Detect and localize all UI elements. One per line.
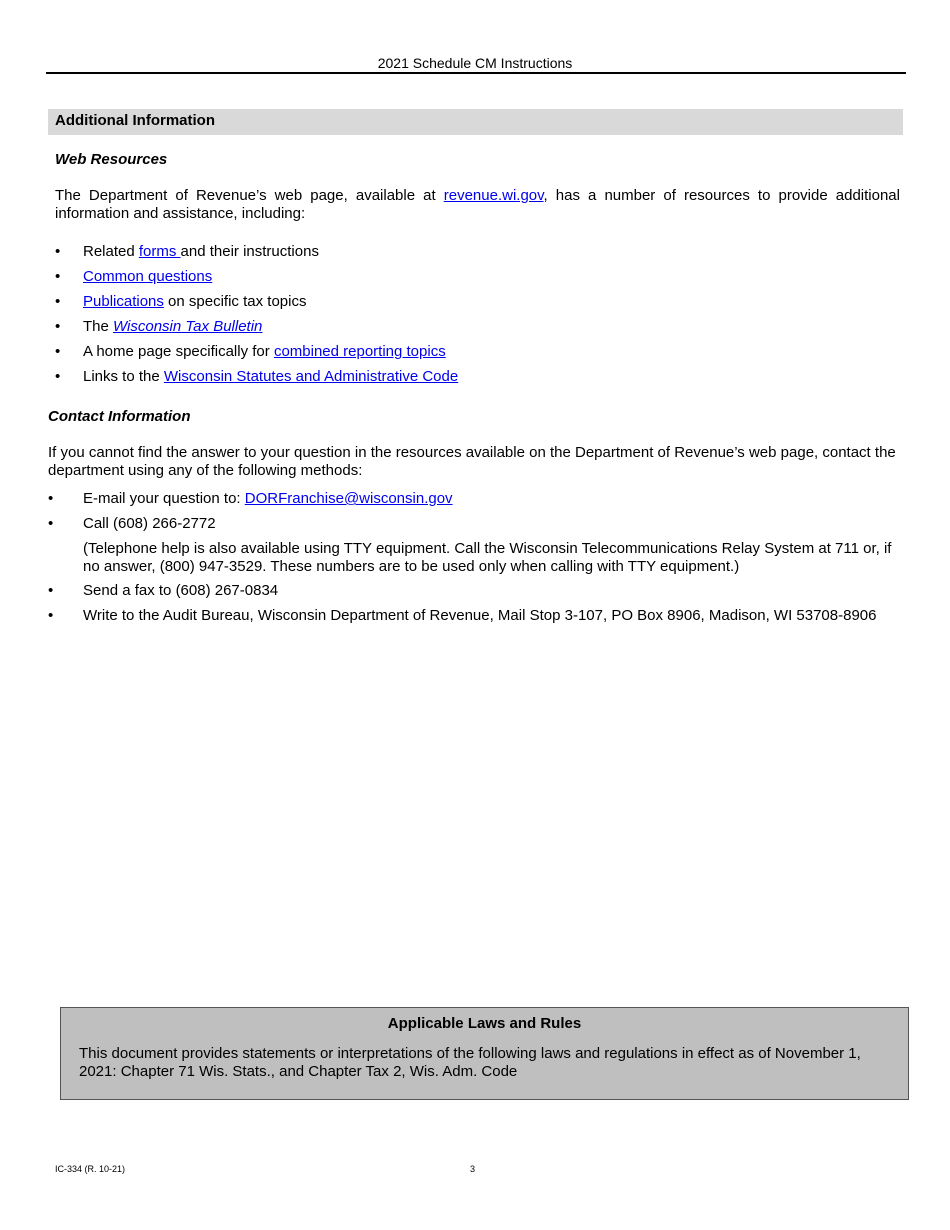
- bullet-icon: •: [55, 293, 61, 310]
- item-text: on specific tax topics: [163, 293, 307, 310]
- laws-box-text: This document provides statements or interpretations of the following laws and regulations in effect as of November 1, 2021: Chapter 71 Wis. Stats., and Chapter Tax 2, Wis. Adm. Code: [79, 1045, 861, 1080]
- page-number: 3: [470, 1164, 476, 1174]
- item-text: The: [83, 318, 114, 335]
- bullet-icon: •: [55, 268, 61, 285]
- web-resources-heading: Web Resources: [55, 151, 168, 168]
- bullet-icon: •: [48, 490, 54, 507]
- section-title: Additional Information: [55, 112, 215, 129]
- laws-box-title: Applicable Laws and Rules: [387, 1015, 582, 1032]
- email-link[interactable]: DORFranchise@wisconsin.gov: [244, 490, 453, 507]
- bullet-icon: •: [55, 243, 61, 260]
- item-text: A home page specifically for: [83, 343, 274, 360]
- item-text: and their instructions: [180, 243, 319, 260]
- bullet-icon: •: [48, 607, 54, 624]
- contact-intro: If you cannot find the answer to your question in the resources available on the Department of Revenue’s web page, contact the department using any of the following methods:: [48, 444, 896, 479]
- mail-text: Write to the Audit Bureau, Wisconsin Department of Revenue, Mail Stop 3-107, PO Box 8906, Madison, WI 53708-8906: [83, 607, 877, 624]
- wisconsin-tax-bulletin-link[interactable]: Wisconsin Tax Bulletin: [113, 318, 263, 335]
- bullet-icon: •: [48, 515, 54, 532]
- page-header-title: 2021 Schedule CM Instructions: [377, 55, 573, 71]
- item-text: E-mail your question to:: [83, 490, 245, 507]
- statutes-code-link[interactable]: Wisconsin Statutes and Administrative Code: [163, 368, 459, 385]
- header-rule: [46, 72, 906, 74]
- bullet-icon: •: [55, 368, 61, 385]
- call-text: Call (608) 266-2772: [83, 515, 216, 532]
- item-text: Related: [83, 243, 139, 260]
- forms-link[interactable]: forms: [138, 243, 181, 260]
- applicable-laws-box: [60, 1007, 909, 1100]
- web-resources-intro: [55, 187, 900, 223]
- contact-heading: Contact Information: [48, 408, 191, 425]
- bullet-icon: •: [55, 318, 61, 335]
- form-id: IC-334 (R. 10-21): [55, 1164, 126, 1174]
- fax-text: Send a fax to (608) 267-0834: [83, 582, 279, 599]
- combined-reporting-topics-link[interactable]: combined reporting topics: [273, 343, 446, 360]
- section-bar: [48, 109, 903, 135]
- intro-text-after: , has a number of resources to provide additional information and assistance, including:: [55, 187, 900, 222]
- common-questions-link[interactable]: Common questions: [83, 268, 213, 285]
- tty-note: (Telephone help is also available using TTY equipment. Call the Wisconsin Telecommunications Relay System at 711 or, if no answer, (800) 947-3529. These numbers are to be used only when calling with TTY equipment.): [83, 540, 892, 575]
- publications-link[interactable]: Publications: [83, 293, 164, 310]
- item-text: Links to the: [83, 368, 164, 385]
- bullet-icon: •: [48, 582, 54, 599]
- revenue-website-link[interactable]: revenue.wi.gov: [443, 187, 544, 204]
- bullet-icon: •: [55, 343, 61, 360]
- intro-text-before: The Department of Revenue’s web page, available at: [55, 187, 444, 204]
